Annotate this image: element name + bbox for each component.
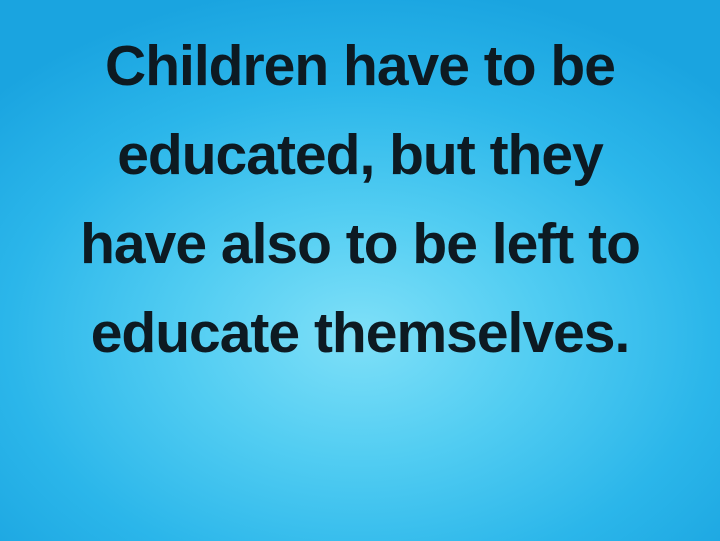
- quote-line-2: educated, but they: [117, 123, 603, 187]
- quote-line-4: educate themselves.: [90, 301, 630, 365]
- quote-line-1: Children have to be: [105, 34, 615, 98]
- quote-text: [0, 22, 720, 378]
- quote-line-3: have also to be left to: [80, 212, 640, 276]
